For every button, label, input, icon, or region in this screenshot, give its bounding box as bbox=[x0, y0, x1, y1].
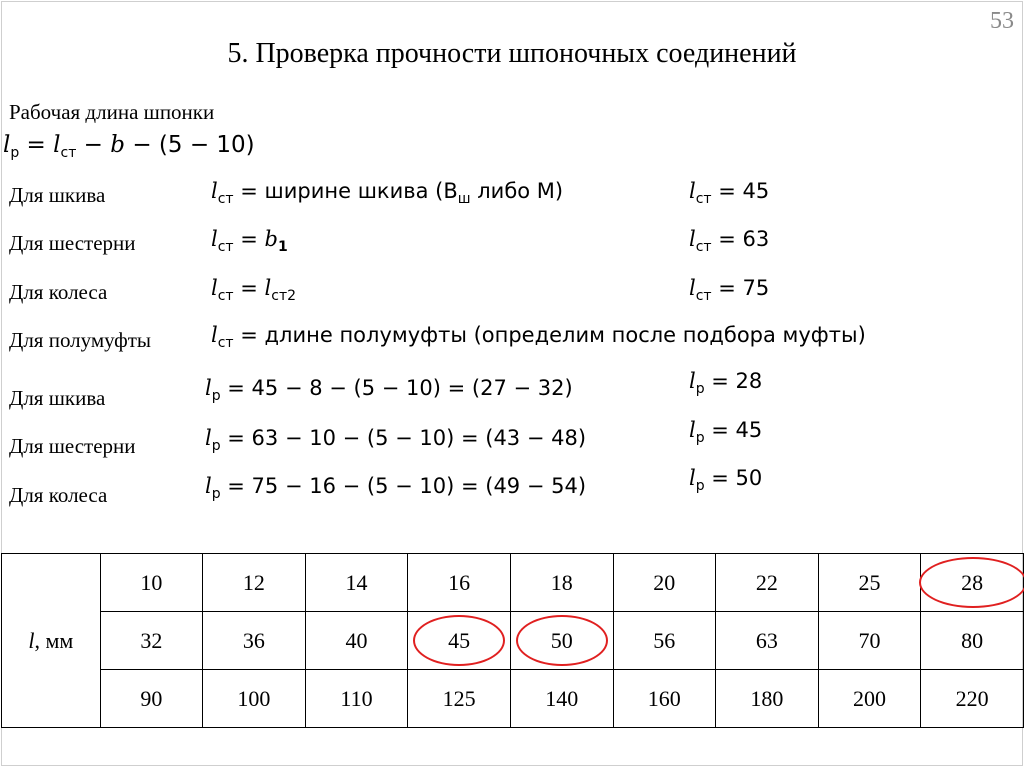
table-cell: 20 bbox=[613, 554, 716, 612]
table-cell: 56 bbox=[613, 612, 716, 670]
highlight-circle bbox=[413, 615, 505, 666]
def-label-pulley: Для шкива bbox=[9, 183, 106, 207]
table-cell: 25 bbox=[818, 554, 921, 612]
def-label-gear: Для шестерни bbox=[9, 231, 136, 255]
table-cell: 125 bbox=[408, 670, 511, 728]
table-cell: 40 bbox=[305, 612, 408, 670]
table-cell: 14 bbox=[305, 554, 408, 612]
table-cell: 70 bbox=[818, 612, 921, 670]
table-cell: 80 bbox=[921, 612, 1024, 670]
calc-formula-gear: $l_р = 63 - 10 - (5 - 10) = (43 - 48)$ bbox=[205, 426, 587, 454]
table-cell: 32 bbox=[100, 612, 203, 670]
table-cell-highlighted: 28 bbox=[921, 554, 1024, 612]
calc-label-gear: Для шестерни bbox=[9, 434, 136, 458]
table-row bbox=[2, 554, 1024, 612]
table-row-label: l, мм bbox=[2, 554, 101, 728]
def-label-halfcoupling: Для полумуфты bbox=[9, 328, 152, 352]
slide-title: 5. Проверка прочности шпоночных соединений bbox=[227, 38, 797, 69]
def-label-wheel: Для колеса bbox=[9, 280, 108, 304]
def-formula-halfcoupling: $l_{ст}$ = длине полумуфты (определим после подбора муфты) bbox=[211, 323, 866, 351]
table-cell: 140 bbox=[510, 670, 613, 728]
highlight-circle bbox=[919, 557, 1024, 608]
table-cell: 10 bbox=[100, 554, 203, 612]
calc-label-pulley: Для шкива bbox=[9, 386, 106, 410]
table-row bbox=[2, 612, 1024, 670]
table-row bbox=[2, 670, 1024, 728]
calc-result-wheel: $l_р = 50$ bbox=[689, 466, 763, 494]
subtitle: Рабочая длина шпонки bbox=[9, 100, 215, 124]
calc-label-wheel: Для колеса bbox=[9, 483, 108, 507]
table-cell: 16 bbox=[408, 554, 511, 612]
table-cell: 180 bbox=[716, 670, 819, 728]
table-cell: 18 bbox=[510, 554, 613, 612]
table-cell: 22 bbox=[716, 554, 819, 612]
table-cell-highlighted: 45 bbox=[408, 612, 511, 670]
table-cell: 36 bbox=[203, 612, 306, 670]
table-cell: 200 bbox=[818, 670, 921, 728]
table-cell: 90 bbox=[100, 670, 203, 728]
table-cell: 63 bbox=[716, 612, 819, 670]
table-cell: 110 bbox=[305, 670, 408, 728]
slide-number: 53 bbox=[990, 8, 1014, 34]
table-cell-highlighted: 50 bbox=[510, 612, 613, 670]
calc-result-pulley: $l_р = 28$ bbox=[689, 369, 763, 397]
def-formula-wheel: $l_{ст} = l_{ст2}$ bbox=[211, 276, 297, 304]
highlight-circle bbox=[516, 615, 608, 666]
table-cell: 160 bbox=[613, 670, 716, 728]
calc-formula-pulley: $l_р = 45 - 8 - (5 - 10) = (27 - 32)$ bbox=[205, 376, 573, 404]
table-cell: 220 bbox=[921, 670, 1024, 728]
calc-result-gear: $l_р = 45$ bbox=[689, 418, 763, 446]
calc-formula-wheel: $l_р = 75 - 16 - (5 - 10) = (49 - 54)$ bbox=[205, 474, 587, 502]
def-result-pulley: $l_{ст} = 45$ bbox=[689, 179, 770, 207]
table-cell: 100 bbox=[203, 670, 306, 728]
main-formula: $l_р = l_{ст} - b - (5 - 10)$ bbox=[3, 132, 255, 161]
standard-lengths-table bbox=[1, 553, 1024, 728]
def-result-gear: $l_{ст} = 63$ bbox=[689, 227, 770, 255]
def-formula-gear: $l_{ст} = b_1$ bbox=[211, 227, 288, 255]
def-result-wheel: $l_{ст} = 75$ bbox=[689, 276, 770, 304]
table-cell: 12 bbox=[203, 554, 306, 612]
def-formula-pulley: $l_{ст}$ = ширине шкива ($В_ш$ либо М) bbox=[211, 179, 564, 207]
